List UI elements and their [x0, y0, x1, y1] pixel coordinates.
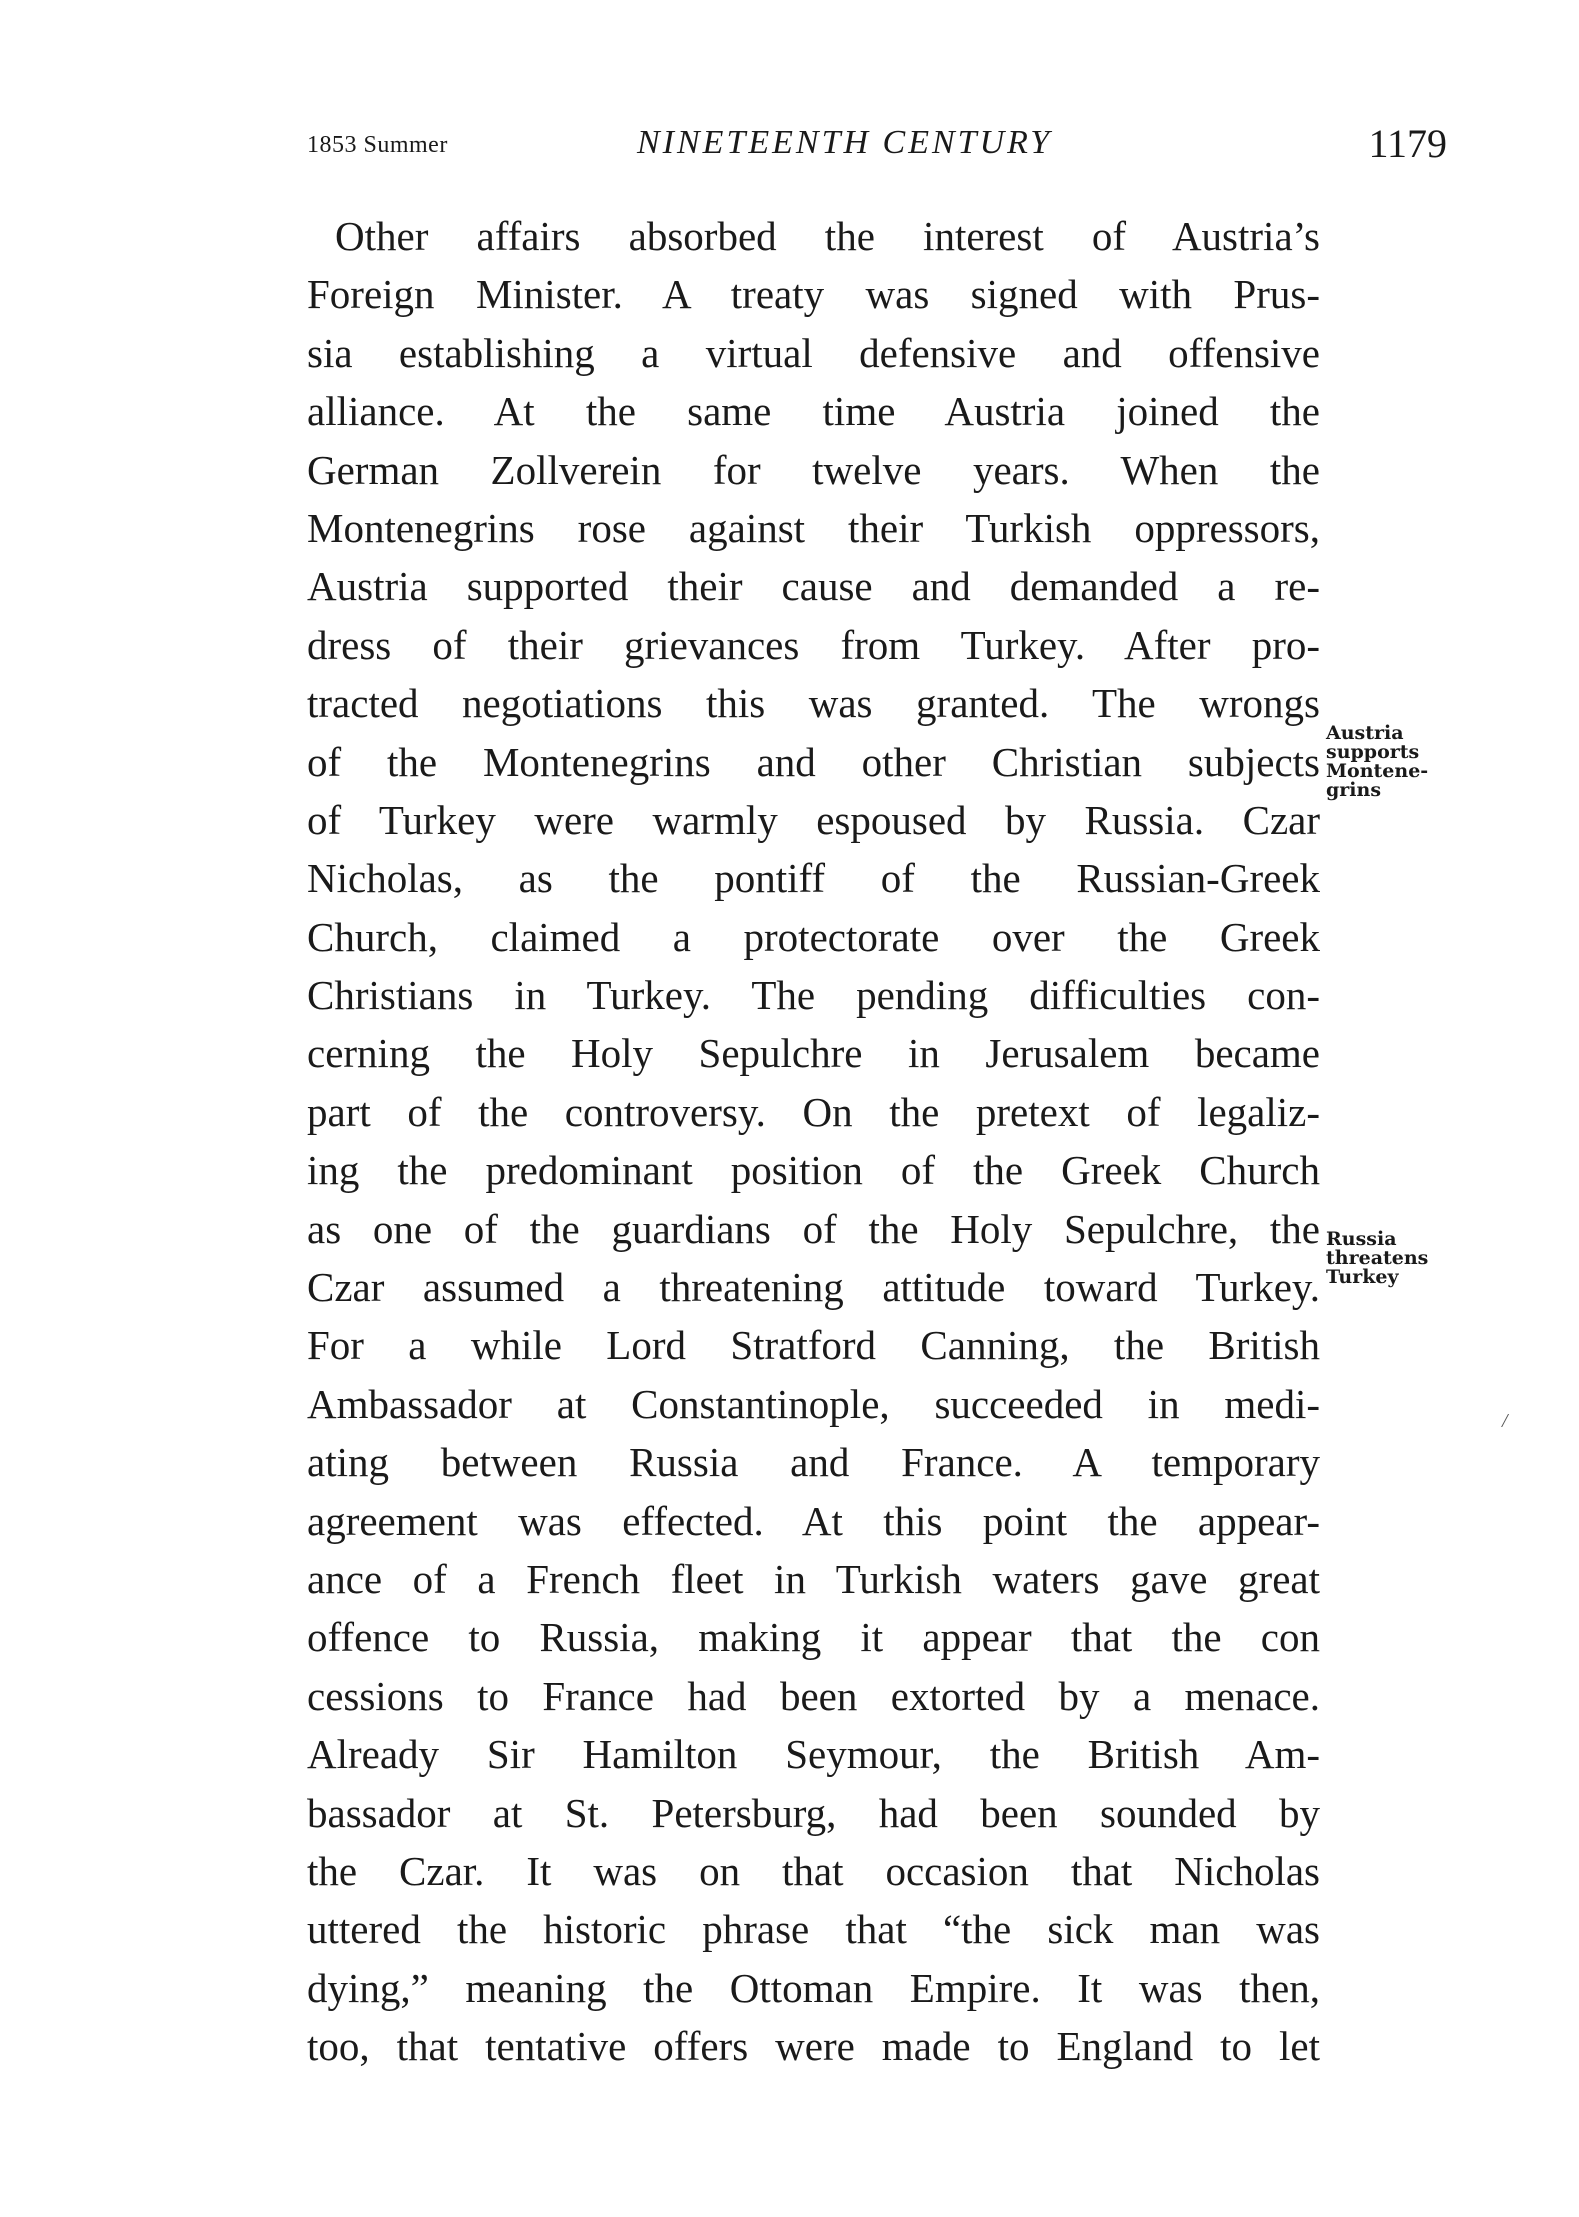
text-line: bassador at St. Petersburg, had been sounded by: [307, 1789, 1320, 1836]
page-number: 1179: [1368, 121, 1447, 166]
text-line: ating between Russia and France. A temporary: [307, 1439, 1320, 1486]
text-line: cessions to France had been extorted by a menace.: [307, 1672, 1320, 1719]
text-line: too, that tentative offers were made to England to let: [307, 2023, 1320, 2070]
text-line: the Czar. It was on that occasion that Nicholas: [307, 1847, 1320, 1894]
text-line: alliance. At the same time Austria joined the: [307, 388, 1320, 435]
sidenote-line: Turkey: [1326, 1266, 1399, 1288]
text-line: Church, claimed a protectorate over the Greek: [307, 913, 1320, 960]
text-line: Czar assumed a threatening attitude toward Turkey.: [307, 1264, 1320, 1311]
text-line: Austria supported their cause and demanded a re-: [307, 563, 1320, 610]
text-line: cerning the Holy Sepulchre in Jerusalem became: [307, 1030, 1320, 1077]
text-line: agreement was effected. At this point the appear-: [307, 1497, 1320, 1544]
text-line: part of the controversy. On the pretext of legaliz-: [307, 1088, 1320, 1135]
running-head: [307, 120, 1447, 180]
text-line: of Turkey were warmly espoused by Russia. Czar: [307, 796, 1320, 843]
sidenote-line: Austria: [1326, 722, 1404, 744]
text-line: dying,” meaning the Ottoman Empire. It was then,: [307, 1964, 1320, 2011]
body-text: [307, 207, 1320, 2076]
text-line: For a while Lord Stratford Canning, the British: [307, 1322, 1320, 1369]
text-line: ance of a French fleet in Turkish waters gave great: [307, 1555, 1320, 1602]
text-line: uttered the historic phrase that “the sick man was: [307, 1906, 1320, 1953]
text-line: ing the predominant position of the Greek Church: [307, 1147, 1320, 1194]
text-line: Ambassador at Constantinople, succeeded in medi-: [307, 1380, 1320, 1427]
sidenote-line: threatens: [1326, 1247, 1429, 1269]
text-line: Nicholas, as the pontiff of the Russian-Greek: [307, 855, 1320, 902]
sidenote-line: Russia: [1326, 1228, 1397, 1250]
running-head-date: 1853 Summer: [307, 132, 448, 158]
sidenote-austria-supports-montenegrins: [1326, 724, 1428, 800]
stray-pencil-mark: /: [1502, 1410, 1508, 1432]
text-line: offence to Russia, making it appear that the con: [307, 1614, 1320, 1661]
text-line: German Zollverein for twelve years. When the: [307, 446, 1320, 493]
text-line: Christians in Turkey. The pending difficulties con-: [307, 972, 1320, 1019]
text-line: dress of their grievances from Turkey. After pro-: [307, 621, 1320, 668]
text-line: Montenegrins rose against their Turkish oppressors,: [307, 504, 1320, 551]
text-line: Foreign Minister. A treaty was signed with Prus-: [307, 271, 1320, 318]
text-line: Already Sir Hamilton Seymour, the British Am-: [307, 1731, 1320, 1778]
sidenote-line: grins: [1326, 779, 1382, 801]
running-head-title: NINETEENTH CENTURY: [637, 124, 1053, 161]
text-line: Other affairs absorbed the interest of Austria’s: [335, 213, 1320, 259]
sidenote-line: Montene-: [1326, 760, 1429, 782]
sidenote-line: supports: [1326, 741, 1420, 763]
text-line: of the Montenegrins and other Christian subjects: [307, 738, 1320, 785]
text-line: as one of the guardians of the Holy Sepulchre, the: [307, 1205, 1320, 1252]
text-line: tracted negotiations this was granted. The wrongs: [307, 680, 1320, 727]
sidenote-russia-threatens-turkey: [1326, 1230, 1428, 1287]
text-line: sia establishing a virtual defensive and offensive: [307, 329, 1320, 376]
